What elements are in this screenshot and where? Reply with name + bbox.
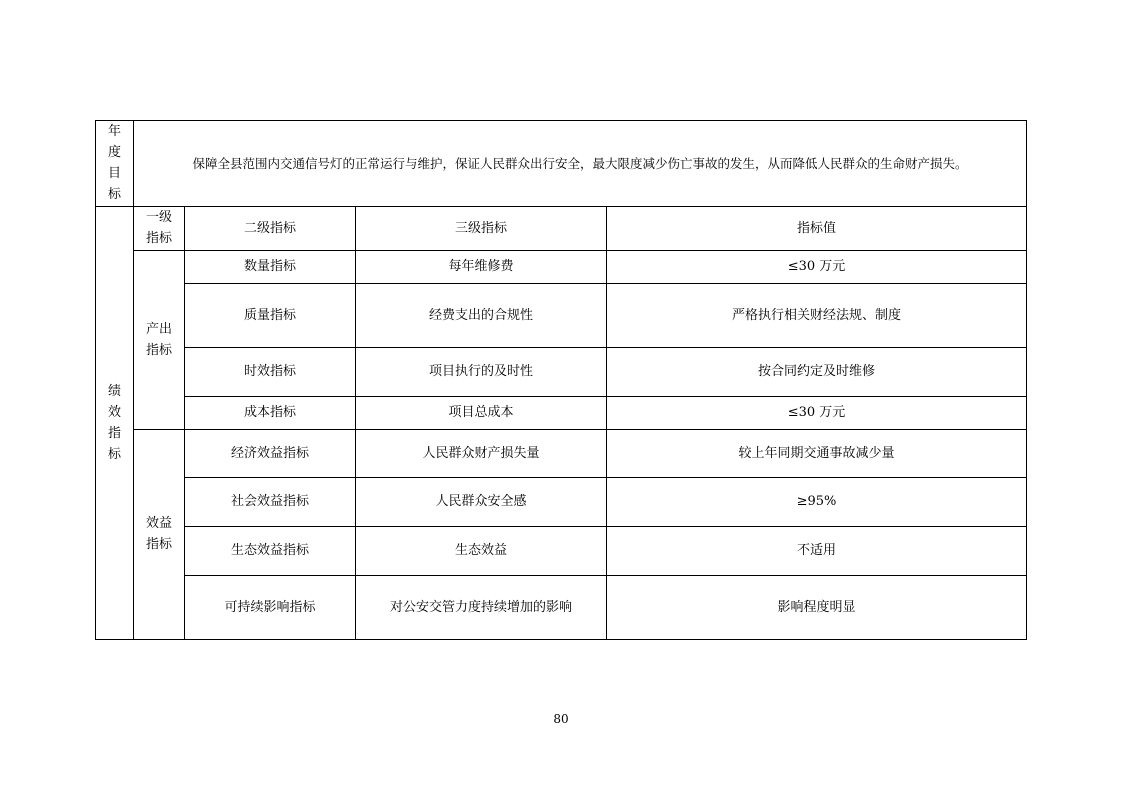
- level2-cell: 生态效益指标: [185, 527, 356, 576]
- level3-cell: 生态效益: [356, 527, 607, 576]
- table-row: [96, 284, 1027, 348]
- level3-cell: 人民群众安全感: [356, 478, 607, 527]
- level2-cell: 成本指标: [185, 397, 356, 430]
- level2-cell: 经济效益指标: [185, 430, 356, 478]
- annual-goal-text: 保障全县范围内交通信号灯的正常运行与维护，保证人民群众出行安全，最大限度减少伤亡事故的发生，从而降低人民群众的生命财产损失。: [134, 121, 1027, 207]
- level3-cell: 人民群众财产损失量: [356, 430, 607, 478]
- performance-goal-table: [95, 120, 1027, 640]
- level2-cell: 社会效益指标: [185, 478, 356, 527]
- table-row: [96, 527, 1027, 576]
- level3-cell: 对公安交管力度持续增加的影响: [356, 576, 607, 640]
- table-row: [96, 430, 1027, 478]
- annual-goal-row: [96, 121, 1027, 207]
- header-level3: 三级指标: [356, 207, 607, 251]
- table-row: [96, 348, 1027, 397]
- value-cell: 不适用: [607, 527, 1027, 576]
- level3-cell: 经费支出的合规性: [356, 284, 607, 348]
- value-cell: 较上年同期交通事故减少量: [607, 430, 1027, 478]
- level3-cell: 项目总成本: [356, 397, 607, 430]
- level2-cell: 质量指标: [185, 284, 356, 348]
- value-cell: 影响程度明显: [607, 576, 1027, 640]
- header-value: 指标值: [607, 207, 1027, 251]
- level2-cell: 可持续影响指标: [185, 576, 356, 640]
- performance-label: 绩效指标: [107, 383, 121, 462]
- benefit-group-cell: [134, 430, 185, 640]
- value-cell: ≤30 万元: [607, 251, 1027, 284]
- benefit-group-label: 效益指标: [145, 516, 172, 552]
- table-row: [96, 576, 1027, 640]
- header-row: [96, 207, 1027, 251]
- header-level1: 一级指标: [145, 210, 172, 246]
- level3-cell: 项目执行的及时性: [356, 348, 607, 397]
- output-group-cell: [134, 251, 185, 430]
- header-level2: 二级指标: [185, 207, 356, 251]
- annual-goal-label: 年度目标: [107, 124, 121, 202]
- table-row: [96, 251, 1027, 284]
- output-group-label: 产出指标: [145, 321, 172, 358]
- level3-cell: 每年维修费: [356, 251, 607, 284]
- value-cell: 按合同约定及时维修: [607, 348, 1027, 397]
- table-row: [96, 397, 1027, 430]
- performance-label-cell: [96, 207, 134, 640]
- page-number: 80: [553, 712, 569, 726]
- annual-goal-label-cell: [96, 121, 134, 207]
- value-cell: 严格执行相关财经法规、制度: [607, 284, 1027, 348]
- value-cell: ≥95%: [607, 478, 1027, 527]
- level2-cell: 数量指标: [185, 251, 356, 284]
- table-row: [96, 478, 1027, 527]
- level2-cell: 时效指标: [185, 348, 356, 397]
- header-level1-cell: [134, 207, 185, 251]
- value-cell: ≤30 万元: [607, 397, 1027, 430]
